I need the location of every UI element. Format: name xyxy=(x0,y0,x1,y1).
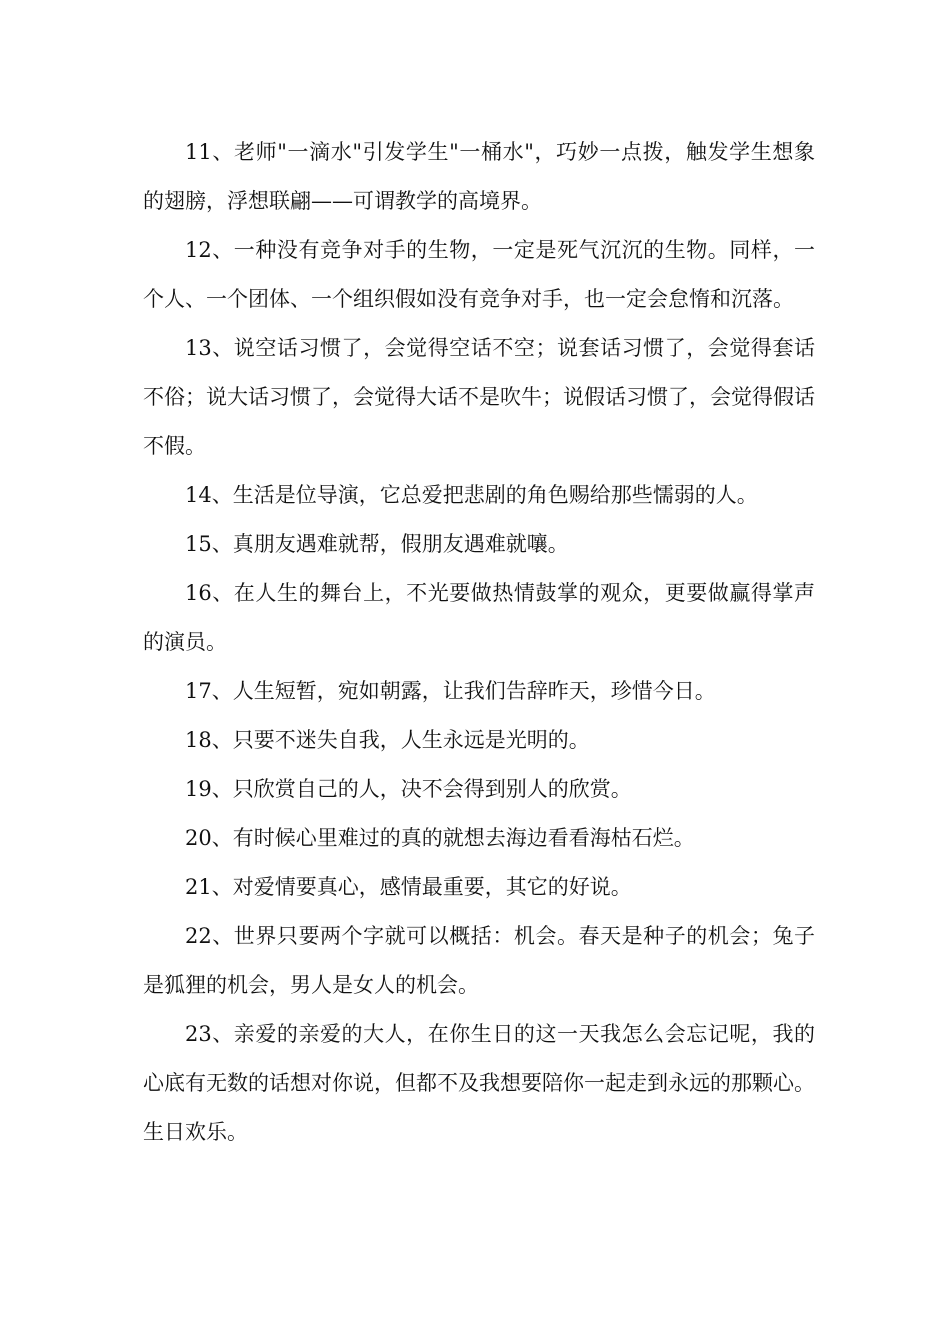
paragraph-22: 22、世界只要两个字就可以概括：机会。春天是种子的机会；兔子是狐狸的机会，男人是女人的机会。 xyxy=(143,924,815,997)
paragraph-11: 11、老师"一滴水"引发学生"一桶水"，巧妙一点拨，触发学生想象的翅膀，浮想联翩——可谓教学的高境界。 xyxy=(143,140,815,213)
paragraph-14: 14、生活是位导演，它总爱把悲剧的角色赐给那些懦弱的人。 xyxy=(185,483,758,507)
paragraph-15: 15、真朋友遇难就帮，假朋友遇难就嚷。 xyxy=(185,532,569,556)
paragraph-19: 19、只欣赏自己的人，决不会得到别人的欣赏。 xyxy=(185,777,632,801)
paragraph-13: 13、说空话习惯了，会觉得空话不空；说套话习惯了，会觉得套话不俗；说大话习惯了，会觉得大话不是吹牛；说假话习惯了，会觉得假话不假。 xyxy=(143,336,815,458)
paragraph-18: 18、只要不迷失自我，人生永远是光明的。 xyxy=(185,728,590,752)
paragraph-23: 23、亲爱的亲爱的大人，在你生日的这一天我怎么会忘记呢，我的心底有无数的话想对你说，但都不及我想要陪你一起走到永远的那颗心。生日欢乐。 xyxy=(143,1022,815,1144)
paragraph-17: 17、人生短暂，宛如朝露，让我们告辞昨天，珍惜今日。 xyxy=(185,679,716,703)
paragraph-16: 16、在人生的舞台上，不光要做热情鼓掌的观众，更要做赢得掌声的演员。 xyxy=(143,581,815,654)
document-body xyxy=(143,128,815,1157)
paragraph-21: 21、对爱情要真心，感情最重要，其它的好说。 xyxy=(185,875,632,899)
paragraph-20: 20、有时候心里难过的真的就想去海边看看海枯石烂。 xyxy=(185,826,695,850)
paragraph-12: 12、一种没有竞争对手的生物，一定是死气沉沉的生物。同样，一个人、一个团体、一个组织假如没有竞争对手，也一定会怠惰和沉落。 xyxy=(143,238,815,311)
